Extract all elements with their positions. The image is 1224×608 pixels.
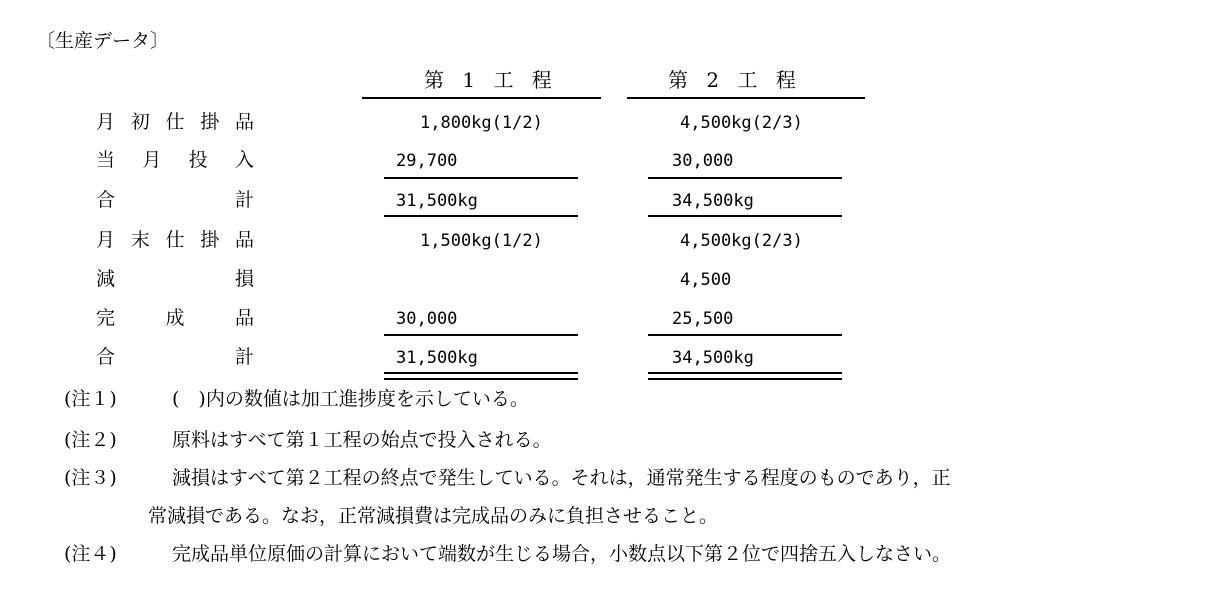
note-1 bbox=[64, 390, 529, 409]
note-3-text: 減損はすべて第２工程の終点で発生している。それは，通常発生する程度のものであり，正 bbox=[172, 467, 951, 489]
row-label-total-1: 合 計 bbox=[96, 189, 254, 211]
note-1-text: ( )内の数値は加工進捗度を示している。 bbox=[172, 388, 529, 410]
cell-total-2-p2: 34,500kg bbox=[672, 348, 754, 368]
subtotal-line-3-p1 bbox=[384, 334, 578, 336]
cell-current-input-p2: 30,000 bbox=[672, 151, 734, 171]
row-label-spoilage: 減 損 bbox=[96, 268, 254, 290]
subtotal-line-1-p1 bbox=[384, 177, 578, 179]
row-label-finished-goods: 完 成 品 bbox=[96, 307, 254, 329]
note-3-continued bbox=[148, 507, 718, 526]
subtotal-line-1-p2 bbox=[648, 177, 842, 179]
note-1-tag: (注１) bbox=[64, 388, 117, 410]
cell-finished-goods-p2: 25,500 bbox=[672, 309, 734, 329]
note-3 bbox=[64, 469, 951, 488]
cell-finished-goods-p1: 30,000 bbox=[396, 309, 458, 329]
section-title: 〔生産データ〕 bbox=[36, 30, 170, 52]
header-underline-1 bbox=[362, 97, 601, 99]
row-label-ending-wip: 月 末 仕 掛 品 bbox=[96, 229, 254, 251]
note-3-tag: (注３) bbox=[64, 467, 117, 489]
note-2-tag: (注２) bbox=[64, 429, 117, 451]
cell-ending-wip-p1: 1,500kg(1/2) bbox=[420, 231, 543, 251]
note-3-continued-text: 常減損である。なお，正常減損費は完成品のみに負担させること。 bbox=[148, 505, 719, 527]
cell-ending-wip-p2: 4,500kg(2/3) bbox=[680, 231, 803, 251]
total-double-line-p1 bbox=[384, 372, 578, 380]
subtotal-line-2-p1 bbox=[384, 215, 578, 217]
note-4-text: 完成品単位原価の計算において端数が生じる場合，小数点以下第２位で四捨五入しなさい。 bbox=[172, 543, 952, 565]
column-header-process-1: 第 1 工 程 bbox=[424, 68, 558, 92]
cell-total-1-p2: 34,500kg bbox=[672, 191, 754, 211]
note-4 bbox=[64, 545, 951, 564]
note-2 bbox=[64, 431, 552, 450]
subtotal-line-2-p2 bbox=[648, 215, 842, 217]
subtotal-line-3-p2 bbox=[648, 334, 842, 336]
note-2-text: 原料はすべて第１工程の始点で投入される。 bbox=[172, 429, 552, 451]
cell-current-input-p1: 29,700 bbox=[396, 151, 458, 171]
header-underline-2 bbox=[627, 97, 865, 99]
total-double-line-p2 bbox=[648, 372, 842, 380]
row-label-total-2: 合 計 bbox=[96, 346, 254, 368]
cell-total-2-p1: 31,500kg bbox=[396, 348, 478, 368]
row-label-beginning-wip: 月 初 仕 掛 品 bbox=[96, 111, 254, 133]
cell-beginning-wip-p2: 4,500kg(2/3) bbox=[680, 113, 803, 133]
note-4-tag: (注４) bbox=[64, 543, 117, 565]
cell-total-1-p1: 31,500kg bbox=[396, 191, 478, 211]
cell-spoilage-p2: 4,500 bbox=[680, 270, 732, 290]
cell-beginning-wip-p1: 1,800kg(1/2) bbox=[420, 113, 543, 133]
column-header-process-2: 第 2 工 程 bbox=[668, 68, 802, 92]
row-label-current-input: 当 月 投 入 bbox=[96, 149, 254, 171]
